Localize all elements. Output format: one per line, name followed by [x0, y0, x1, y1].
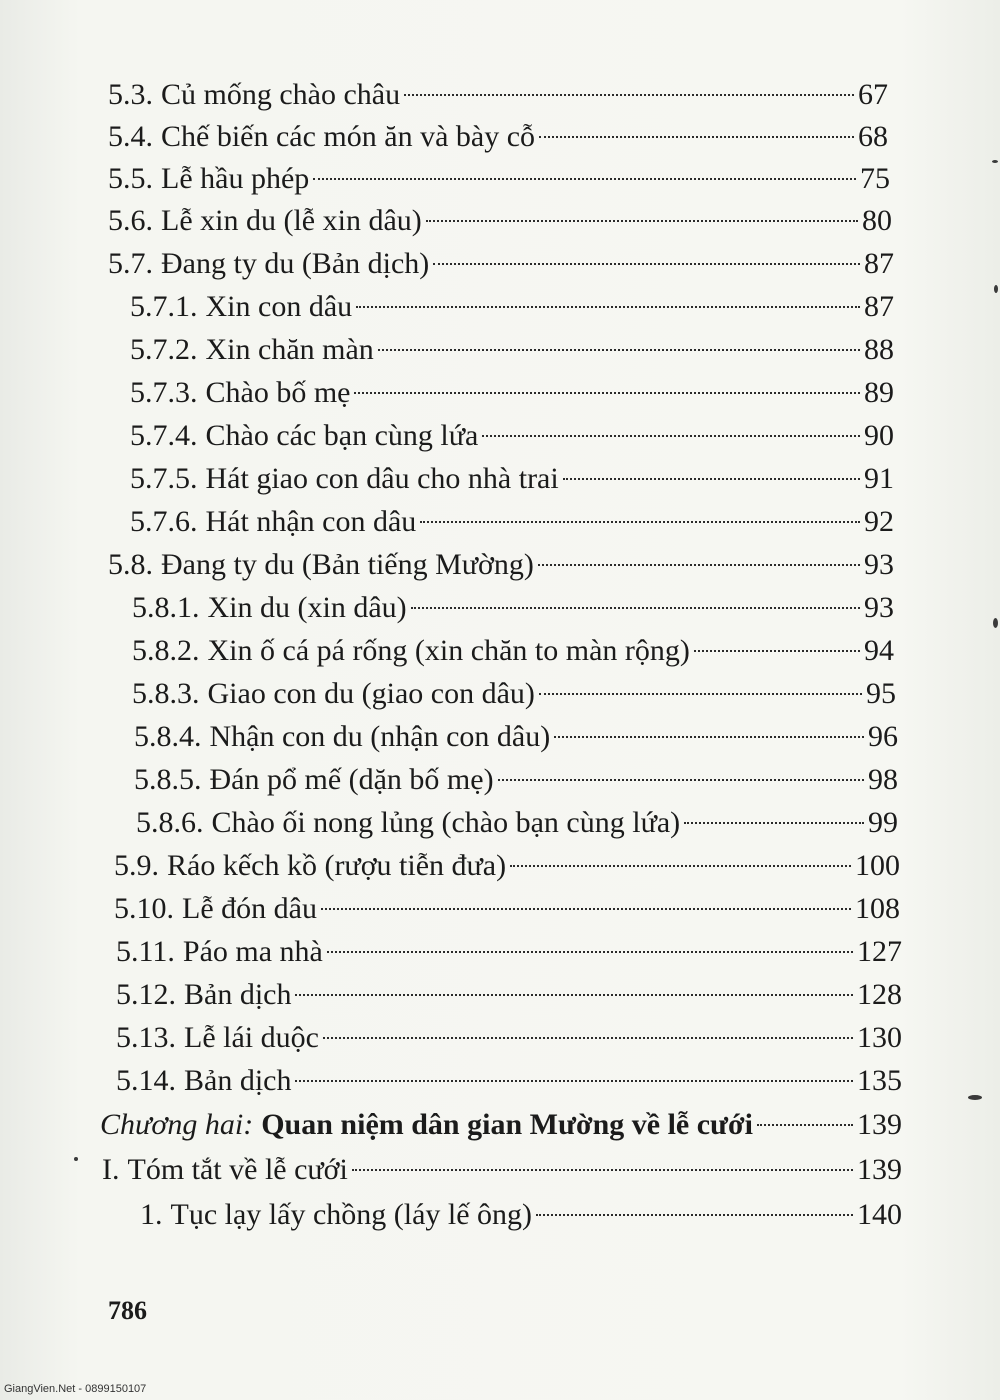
toc-entry-page: 89 [864, 376, 894, 409]
page-number: 786 [108, 1296, 147, 1325]
toc-entry-5-7-2 [130, 331, 894, 371]
dot-leader [694, 650, 860, 652]
toc-entry-page: 140 [857, 1198, 902, 1231]
toc-entry-title: Xin chăn màn [205, 333, 374, 366]
toc-entry-number: 5.3. [108, 78, 153, 111]
toc-entry-title: Xin con dâu [205, 290, 353, 323]
toc-entry-page: 93 [864, 591, 894, 624]
toc-entry-title: Đang ty du (Bản tiếng Mường) [161, 548, 534, 581]
toc-entry-page: 99 [868, 806, 898, 839]
toc-entry-5-3 [108, 76, 888, 116]
toc-entry-5-5 [108, 160, 890, 200]
toc-entry-5-7-1 [130, 288, 894, 328]
toc-entry-page: 95 [866, 677, 896, 710]
toc-entry-page: 96 [868, 720, 898, 753]
toc-entry-title: Ráo kếch kồ (rượu tiễn đưa) [167, 849, 507, 882]
toc-entry-page: 80 [862, 204, 892, 237]
toc-entry-page: 98 [868, 763, 898, 796]
paper-speck [968, 1095, 982, 1100]
toc-entry-page: 135 [857, 1064, 902, 1097]
toc-entry-number: 5.8.3. [132, 677, 200, 710]
toc-entry-page: 139 [857, 1153, 902, 1186]
toc-entry-number: 1. [140, 1198, 163, 1231]
toc-entry-page: 92 [864, 505, 894, 538]
toc-entry-page: 90 [864, 419, 894, 452]
toc-section-1 [140, 1196, 902, 1236]
toc-entry-number: 5.7.1. [130, 290, 198, 323]
dot-leader [354, 392, 860, 394]
toc-entry-title: Chào bố mẹ [205, 376, 351, 409]
toc-entry-page: 88 [864, 333, 894, 366]
toc-entry-title: Bản dịch [184, 978, 292, 1011]
toc-entry-5-8-5 [134, 761, 898, 801]
toc-entry-page: 128 [857, 978, 902, 1011]
dot-leader [757, 1124, 853, 1126]
dot-leader [482, 435, 860, 437]
dot-leader [323, 1037, 853, 1039]
dot-leader [295, 1080, 853, 1082]
watermark-text: GiangVien.Net - 0899150107 [4, 1383, 147, 1395]
toc-entry-number: 5.13. [116, 1021, 176, 1054]
toc-section-i [102, 1151, 902, 1191]
dot-leader [378, 349, 860, 351]
toc-entry-page: 139 [857, 1108, 902, 1141]
toc-entry-page: 75 [860, 162, 890, 195]
chapter-label: Chương hai: [100, 1108, 254, 1141]
toc-entry-page: 68 [858, 120, 888, 153]
toc-entry-number: 5.7.5. [130, 462, 198, 495]
dot-leader [321, 908, 851, 910]
toc-entry-title: Lễ đón dâu [182, 892, 317, 925]
dot-leader [538, 564, 860, 566]
dot-leader [404, 94, 854, 96]
toc-entry-number: 5.8.2. [132, 634, 200, 667]
toc-entry-5-8-2 [132, 632, 894, 672]
toc-entry-5-14 [116, 1062, 902, 1102]
toc-entry-5-13 [116, 1019, 902, 1059]
dot-leader [313, 178, 856, 180]
toc-entry-page: 94 [864, 634, 894, 667]
toc-entry-page: 91 [864, 462, 894, 495]
toc-entry-5-8-6 [136, 804, 898, 844]
chapter-title: Quan niệm dân gian Mường về lễ cưới [261, 1108, 753, 1141]
toc-entry-title: Bản dịch [184, 1064, 292, 1097]
dot-leader [411, 607, 860, 609]
dot-leader [536, 1214, 853, 1216]
toc-entry-page: 87 [864, 247, 894, 280]
toc-entry-5-8-4 [134, 718, 898, 758]
toc-entry-number: I. [102, 1153, 120, 1186]
paper-speck [74, 1157, 78, 1161]
toc-entry-page: 130 [857, 1021, 902, 1054]
toc-entry-number: 5.9. [114, 849, 159, 882]
dot-leader [539, 693, 862, 695]
dot-leader [356, 306, 860, 308]
toc-entry-title: Củ mống chào châu [161, 78, 401, 111]
toc-entry-title: Chào các bạn cùng lứa [205, 419, 479, 452]
toc-entry-page: 87 [864, 290, 894, 323]
toc-entry-number: 5.7. [108, 247, 153, 280]
toc-entry-title: Xin du (xin dâu) [207, 591, 407, 624]
toc-entry-number: 5.8. [108, 548, 153, 581]
toc-entry-page: 100 [855, 849, 900, 882]
toc-entry-number: 5.8.4. [134, 720, 202, 753]
toc-entry-page: 67 [858, 78, 888, 111]
toc-entry-title: Chào ối nong lủng (chào bạn cùng lứa) [211, 806, 681, 839]
toc-entry-page: 93 [864, 548, 894, 581]
dot-leader [295, 994, 853, 996]
toc-entry-title: Hát giao con dâu cho nhà trai [205, 462, 559, 495]
toc-entry-5-7-4 [130, 417, 894, 457]
toc-entry-number: 5.7.2. [130, 333, 198, 366]
paper-speck [994, 285, 998, 293]
toc-chapter-two [100, 1106, 902, 1146]
toc-entry-title: Giao con du (giao con dâu) [207, 677, 535, 710]
toc-entry-title: Nhận con du (nhận con dâu) [209, 720, 551, 753]
dot-leader [498, 779, 864, 781]
dot-leader [510, 865, 851, 867]
toc-entry-5-6 [108, 202, 892, 242]
dot-leader [563, 478, 860, 480]
toc-entry-number: 5.5. [108, 162, 153, 195]
toc-entry-number: 5.12. [116, 978, 176, 1011]
toc-entry-5-8-1 [132, 589, 894, 629]
toc-entry-5-7-5 [130, 460, 894, 500]
toc-entry-title: Tục lạy lấy chồng (láy lế ông) [170, 1198, 533, 1231]
toc-entry-number: 5.4. [108, 120, 153, 153]
toc-entry-title: Xin ố cá pá rống (xin chăn to màn rộng) [207, 634, 690, 667]
toc-entry-title: Đán pổ mế (dặn bố mẹ) [209, 763, 494, 796]
dot-leader [539, 136, 854, 138]
toc-entry-5-11 [116, 933, 902, 973]
dot-leader [554, 736, 864, 738]
toc-entry-5-10 [114, 890, 900, 930]
toc-entry-number: 5.8.6. [136, 806, 204, 839]
dot-leader [420, 521, 860, 523]
toc-entry-number: 5.7.3. [130, 376, 198, 409]
dot-leader [684, 822, 864, 824]
toc-entry-5-7-6 [130, 503, 894, 543]
toc-entry-number: 5.8.1. [132, 591, 200, 624]
toc-entry-title: Tóm tắt về lễ cưới [127, 1153, 348, 1186]
toc-entry-5-4 [108, 118, 888, 158]
toc-entry-5-8-3 [132, 675, 896, 715]
toc-entry-title: Chế biến các món ăn và bày cỗ [161, 120, 536, 153]
toc-entry-number: 5.8.5. [134, 763, 202, 796]
toc-entry-number: 5.11. [116, 935, 175, 968]
dot-leader [433, 263, 860, 265]
toc-entry-title: Đang ty du (Bản dịch) [161, 247, 430, 280]
toc-entry-number: 5.14. [116, 1064, 176, 1097]
toc-entry-title: Páo ma nhà [182, 935, 323, 968]
dot-leader [327, 951, 853, 953]
toc-entry-number: 5.7.6. [130, 505, 198, 538]
toc-entry-number: 5.10. [114, 892, 174, 925]
paper-speck [992, 160, 998, 163]
toc-entry-title: Hát nhận con dâu [205, 505, 417, 538]
toc-entry-title: Lễ hầu phép [161, 162, 310, 195]
toc-entry-number: 5.7.4. [130, 419, 198, 452]
toc-entry-5-7 [108, 245, 894, 285]
toc-entry-number: 5.6. [108, 204, 153, 237]
toc-entry-5-9 [114, 847, 900, 887]
toc-entry-page: 108 [855, 892, 900, 925]
toc-entry-5-12 [116, 976, 902, 1016]
dot-leader [352, 1169, 853, 1171]
dot-leader [426, 220, 858, 222]
toc-entry-5-7-3 [130, 374, 894, 414]
toc-entry-5-8 [108, 546, 894, 586]
paper-speck [993, 618, 998, 628]
toc-entry-page: 127 [857, 935, 902, 968]
toc-entry-title: Lễ xin du (lễ xin dâu) [161, 204, 422, 237]
toc-entry-title: Lễ lái duộc [184, 1021, 319, 1054]
